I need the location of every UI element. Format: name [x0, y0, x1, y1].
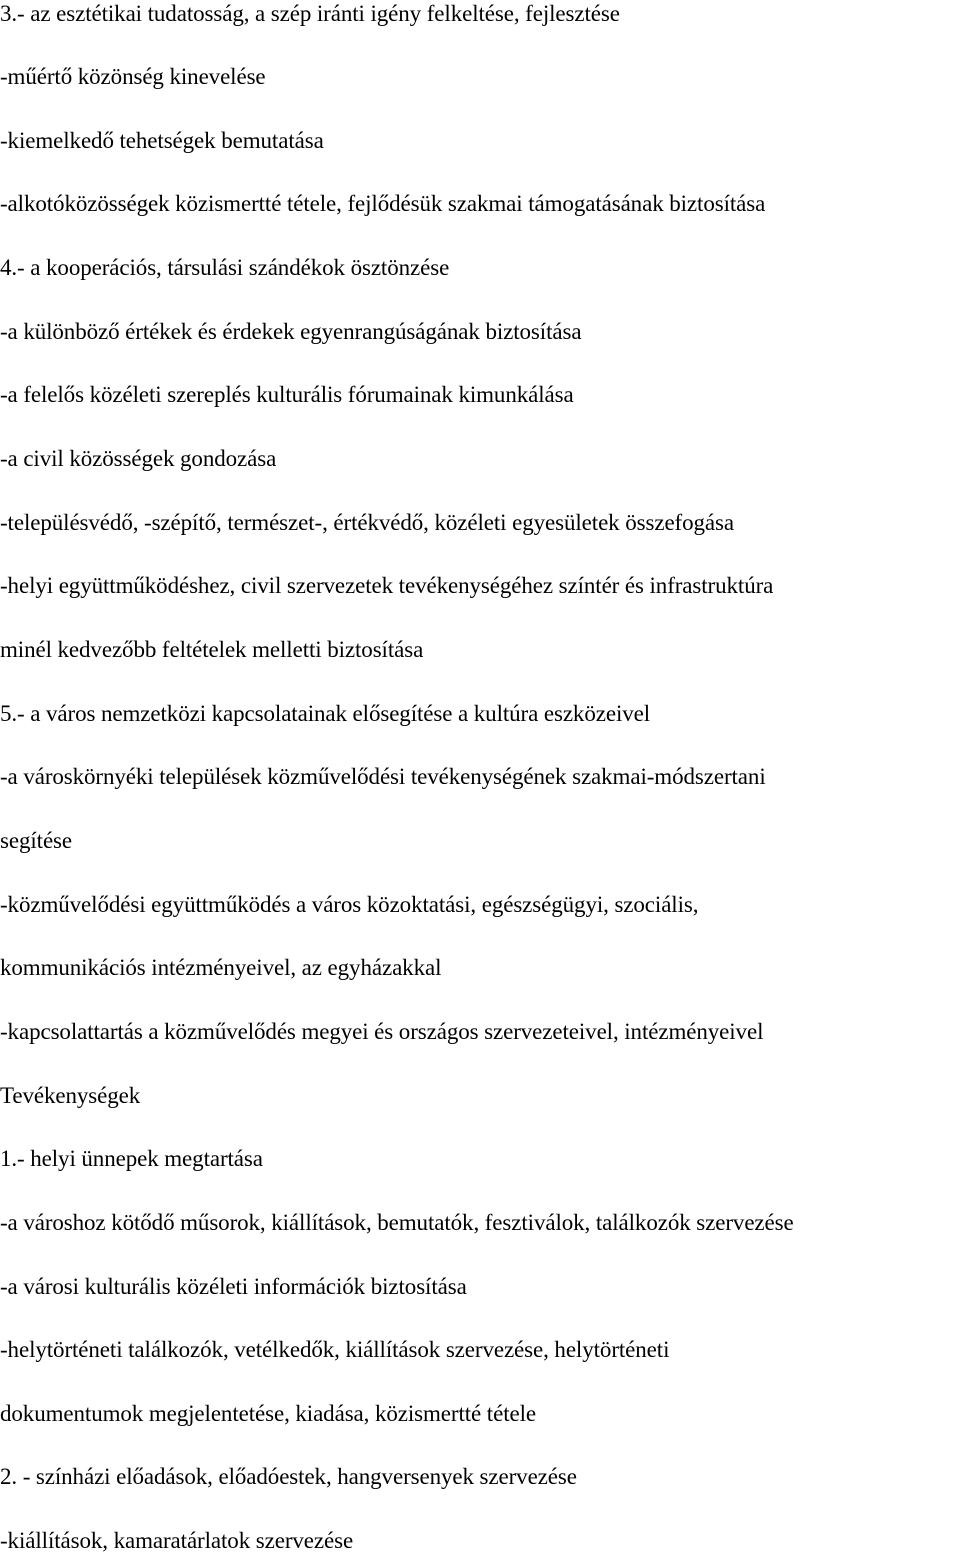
- text-line: 3.- az esztétikai tudatosság, a szép iránti igény felkeltése, fejlesztése: [0, 1, 620, 26]
- text-line: -a civil közösségek gondozása: [0, 446, 277, 471]
- text-line: -alkotóközösségek közismertté tétele, fejlődésük szakmai támogatásának biztosítása: [0, 191, 766, 216]
- text-line: -a városhoz kötődő műsorok, kiállítások, bemutatók, fesztiválok, találkozók szervezése: [0, 1210, 794, 1235]
- text-line: -kiállítások, kamaratárlatok szervezése: [0, 1528, 354, 1553]
- text-line: -a különböző értékek és érdekek egyenrangúságának biztosítása: [0, 319, 582, 344]
- text-line: -helytörténeti találkozók, vetélkedők, kiállítások szervezése, helytörténeti: [0, 1337, 670, 1362]
- text-line: -kiemelkedő tehetségek bemutatása: [0, 128, 324, 153]
- text-line: 5.- a város nemzetközi kapcsolatainak elősegítése a kultúra eszközeivel: [0, 701, 651, 726]
- text-line: -a városkörnyéki települések közművelődési tevékenységének szakmai-módszertani: [0, 764, 766, 789]
- text-line: -településvédő, -szépítő, természet-, értékvédő, közéleti egyesületek összefogása: [0, 510, 734, 535]
- text-line: minél kedvezőbb feltételek melletti biztosítása: [0, 637, 424, 662]
- text-line: 1.- helyi ünnepek megtartása: [0, 1146, 263, 1171]
- text-line: -a felelős közéleti szereplés kulturális fórumainak kimunkálása: [0, 382, 574, 407]
- text-line: -közművelődési együttműködés a város közoktatási, egészségügyi, szociális,: [0, 892, 699, 917]
- text-line: -helyi együttműködéshez, civil szervezetek tevékenységéhez színtér és infrastruktúra: [0, 573, 774, 598]
- text-line: -műértő közönség kinevelése: [0, 64, 266, 89]
- text-line: -kapcsolattartás a közművelődés megyei és országos szervezeteivel, intézményeivel: [0, 1019, 764, 1044]
- section-heading: Tevékenységek: [0, 1083, 141, 1108]
- text-line: 2. - színházi előadások, előadóestek, hangversenyek szervezése: [0, 1464, 577, 1489]
- text-line: 4.- a kooperációs, társulási szándékok ösztönzése: [0, 255, 450, 280]
- text-line: dokumentumok megjelentetése, kiadása, közismertté tétele: [0, 1401, 536, 1426]
- text-line: kommunikációs intézményeivel, az egyházakkal: [0, 955, 442, 980]
- text-line: -a városi kulturális közéleti információk biztosítása: [0, 1274, 467, 1299]
- text-line: segítése: [0, 828, 73, 853]
